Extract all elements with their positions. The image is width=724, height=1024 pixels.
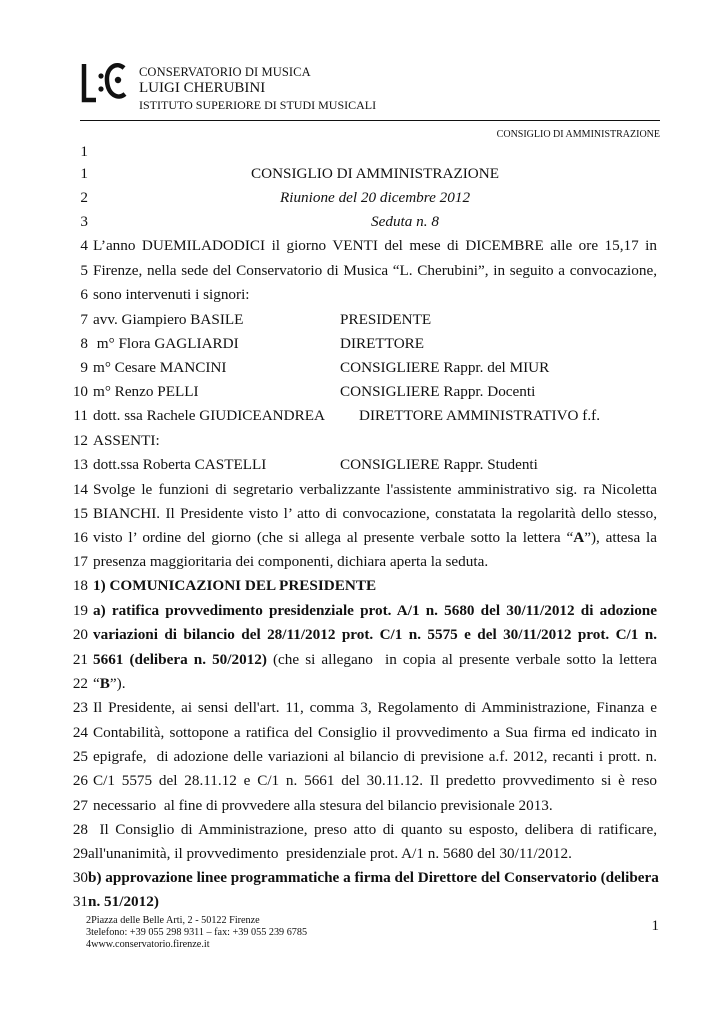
text-line: 21 5661 (delibera n. 50/2012) (che si allegano in copia al presente verbale sotto la lettera xyxy=(72,651,658,668)
attendee-row: 13 dott.ssa Roberta CASTELLI CONSIGLIERE Rappr. Studenti xyxy=(72,456,538,473)
meeting-date: Riunione del 20 dicembre 2012 xyxy=(279,189,471,206)
text-line: 19 a) ratifica provvedimento presidenziale prot. A/1 n. 5680 del 30/11/2012 di adozione xyxy=(72,602,657,619)
header-rule xyxy=(80,120,660,121)
document-title: CONSIGLIO DI AMMINISTRAZIONE xyxy=(250,165,500,182)
attendee-role: CONSIGLIERE Rappr. Docenti xyxy=(340,383,536,400)
attendee-role: DIRETTORE xyxy=(340,335,425,352)
text-line: 31n. 51/2012) xyxy=(72,893,159,910)
text-line: 26 C/1 5575 del 28.11.12 e C/1 n. 5661 del 30.11.12. Il predetto provvedimento si è reso xyxy=(72,772,657,789)
text-line: 12 ASSENTI: xyxy=(72,432,160,449)
attendee-name: avv. Giampiero BASILE xyxy=(93,311,244,328)
attendee-role: DIRETTORE AMMINISTRATIVO f.f. xyxy=(359,407,601,424)
text-line: 17 presenza maggioritaria dei componenti, dichiara aperta la seduta. xyxy=(72,553,489,570)
attendee-role: PRESIDENTE xyxy=(340,311,432,328)
attendee-name: dott.ssa Roberta CASTELLI xyxy=(93,456,267,473)
page-number: 1 xyxy=(651,918,659,934)
attendee-row: 10 m° Renzo PELLI CONSIGLIERE Rappr. Docenti xyxy=(72,383,536,400)
attendee-name: m° Flora GAGLIARDI xyxy=(93,335,239,352)
section-heading: 18 1) COMUNICAZIONI DEL PRESIDENTE xyxy=(72,577,377,594)
text-line: 20 variazioni di bilancio del 28/11/2012 prot. C/1 n. 5575 e del 30/11/2012 prot. C/1 n. xyxy=(72,626,657,643)
attendee-row: 9 m° Cesare MANCINI CONSIGLIERE Rappr. del MIUR xyxy=(80,359,550,376)
meeting-line-number: 2 xyxy=(80,189,88,206)
session-line-number: 3 xyxy=(80,213,88,230)
attendee-role: CONSIGLIERE Rappr. del MIUR xyxy=(340,359,550,376)
attendee-name: m° Cesare MANCINI xyxy=(93,359,227,376)
text-line: 4 L’anno DUEMILADODICI il giorno VENTI del mese di DICEMBRE alle ore 15,17 in xyxy=(80,237,657,254)
attendee-row: 11 dott. ssa Rachele GIUDICEANDREA DIRETTORE AMMINISTRATIVO f.f. xyxy=(73,407,601,424)
text-line: 28 Il Consiglio di Amministrazione, preso atto di quanto su esposto, delibera di ratificare, xyxy=(72,821,657,838)
footer-address: 2Piazza delle Belle Arti, 2 - 50122 Firenze 3telefono: +39 055 298 9311 – fax: +39 055 239 6785 4www.conservatorio.firenze.it xyxy=(86,915,308,950)
line-number-only: 1 xyxy=(80,143,88,160)
attendee-name: dott. ssa Rachele GIUDICEANDREA xyxy=(93,407,325,424)
title-line-number: 1 xyxy=(80,165,88,182)
session-number: Seduta n. 8 xyxy=(371,213,439,230)
text-line: 25 epigrafe, di adozione delle variazioni al bilancio di previsione a.f. 2012, recanti i prott. n. xyxy=(72,748,657,765)
text-line: 15 BIANCHI. Il Presidente visto l’ atto di convocazione, constatata la regolarità dello stesso, xyxy=(72,505,657,522)
text-line: 5 Firenze, nella sede del Conservatorio di Musica “L. Cherubini”, in seguito a convocazione, xyxy=(80,262,657,279)
section-label: CONSIGLIO DI AMMINISTRAZIONE xyxy=(496,129,660,140)
text-line: 27 necessario al fine di provvedere alla stesura del bilancio previsionale 2013. xyxy=(72,797,553,814)
text-line: 29all'unanimità, il provvedimento presidenziale prot. A/1 n. 5680 del 30/11/2012. xyxy=(72,845,572,862)
header-line-2: LUIGI CHERUBINI xyxy=(139,79,266,96)
text-line: 22 “B”). xyxy=(72,675,126,692)
text-line: 24 Contabilità, sottopone a ratifica del Consiglio il provvedimento a Sua firma ed indicato in xyxy=(72,724,657,741)
text-line: 30b) approvazione linee programmatiche a firma del Direttore del Conservatorio (delibera xyxy=(72,869,659,886)
attendee-row: 8 m° Flora GAGLIARDI DIRETTORE xyxy=(80,335,425,352)
header-line-3: ISTITUTO SUPERIORE DI STUDI MUSICALI xyxy=(139,97,377,112)
attendee-role: CONSIGLIERE Rappr. Studenti xyxy=(340,456,538,473)
text-line: 14 Svolge le funzioni di segretario verbalizzante l'assistente amministrativo sig. ra Nicoletta xyxy=(72,481,657,498)
attendee-name: m° Renzo PELLI xyxy=(93,383,199,400)
attendee-row: 7 avv. Giampiero BASILE PRESIDENTE xyxy=(80,311,432,328)
text-line: 23 Il Presidente, ai sensi dell'art. 11, comma 3, Regolamento di Amministrazione, Finanza e xyxy=(72,699,657,716)
text-line: 6 sono intervenuti i signori: xyxy=(80,286,250,303)
header-line-1: CONSERVATORIO DI MUSICA xyxy=(139,65,311,79)
conservatory-logo xyxy=(80,62,128,108)
institution-header xyxy=(139,66,376,111)
text-line: 16 visto l’ ordine del giorno (che si allega al presente verbale sotto la lettera “A”), attesa la xyxy=(72,529,657,546)
